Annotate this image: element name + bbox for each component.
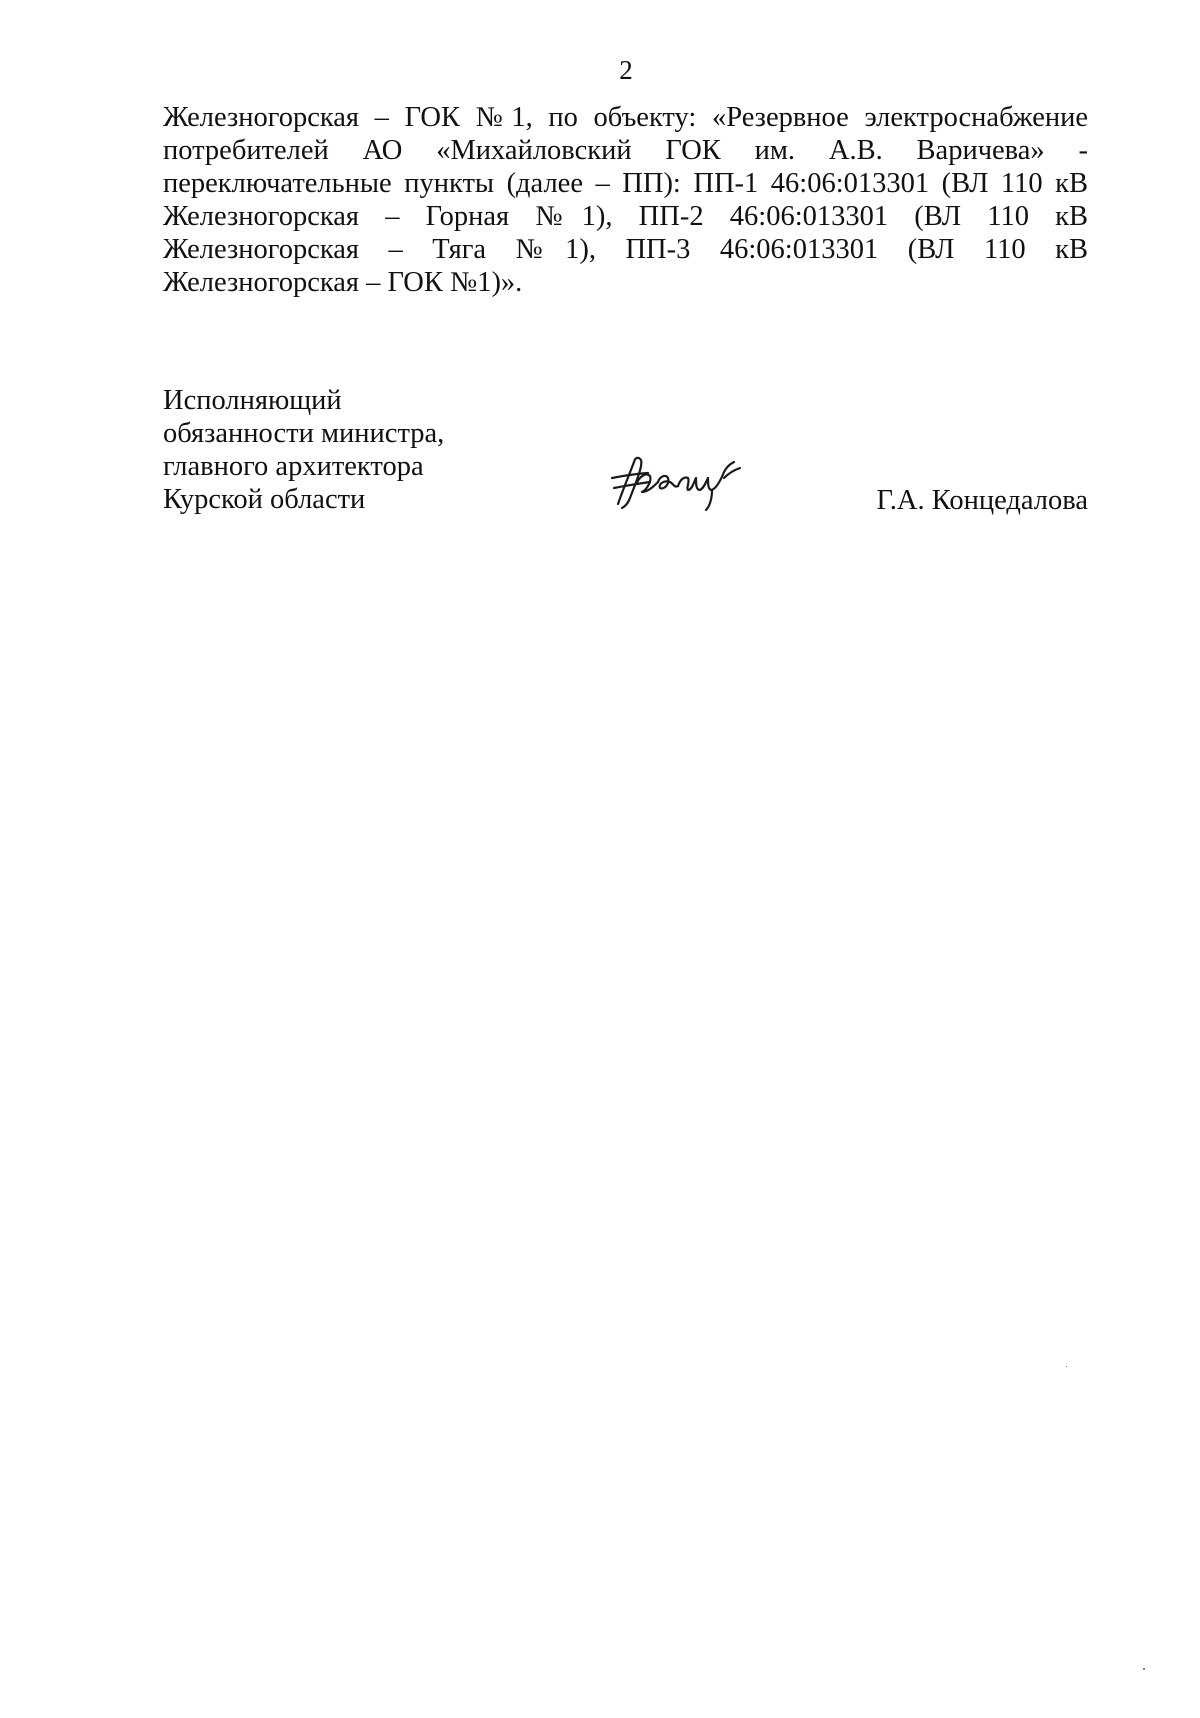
scan-speck <box>1143 1668 1145 1670</box>
page-number: 2 <box>619 55 633 85</box>
signatory-name: Г.А. Концедалова <box>876 485 1088 516</box>
signatory-title <box>163 384 444 516</box>
body-paragraph <box>163 101 1088 299</box>
body-line: Железногорская – ГОК №1, по объекту: «Резервное электроснабжение <box>163 102 1088 133</box>
signatory-title-line: главного архитектора <box>163 451 424 482</box>
signatory-title-line: Исполняющий <box>163 385 342 416</box>
scan-speck <box>1066 1366 1067 1367</box>
body-line: Железногорская – Горная №1), ПП-2 46:06:013301 (ВЛ 110 кВ <box>163 201 1088 232</box>
signatory-title-line: Курской области <box>163 484 366 515</box>
handwritten-signature <box>608 448 768 512</box>
body-line: Железногорская – ГОК №1)». <box>163 267 523 298</box>
signatory-title-line: обязанности министра, <box>163 418 445 449</box>
body-line: переключательные пункты (далее – ПП): ПП-1 46:06:013301 (ВЛ 110 кВ <box>163 168 1088 199</box>
body-line: потребителей АО «Михайловский ГОК им. А.В. Варичева» - <box>163 135 1088 166</box>
body-line: Железногорская – Тяга №1), ПП-3 46:06:013301 (ВЛ 110 кВ <box>163 234 1088 265</box>
